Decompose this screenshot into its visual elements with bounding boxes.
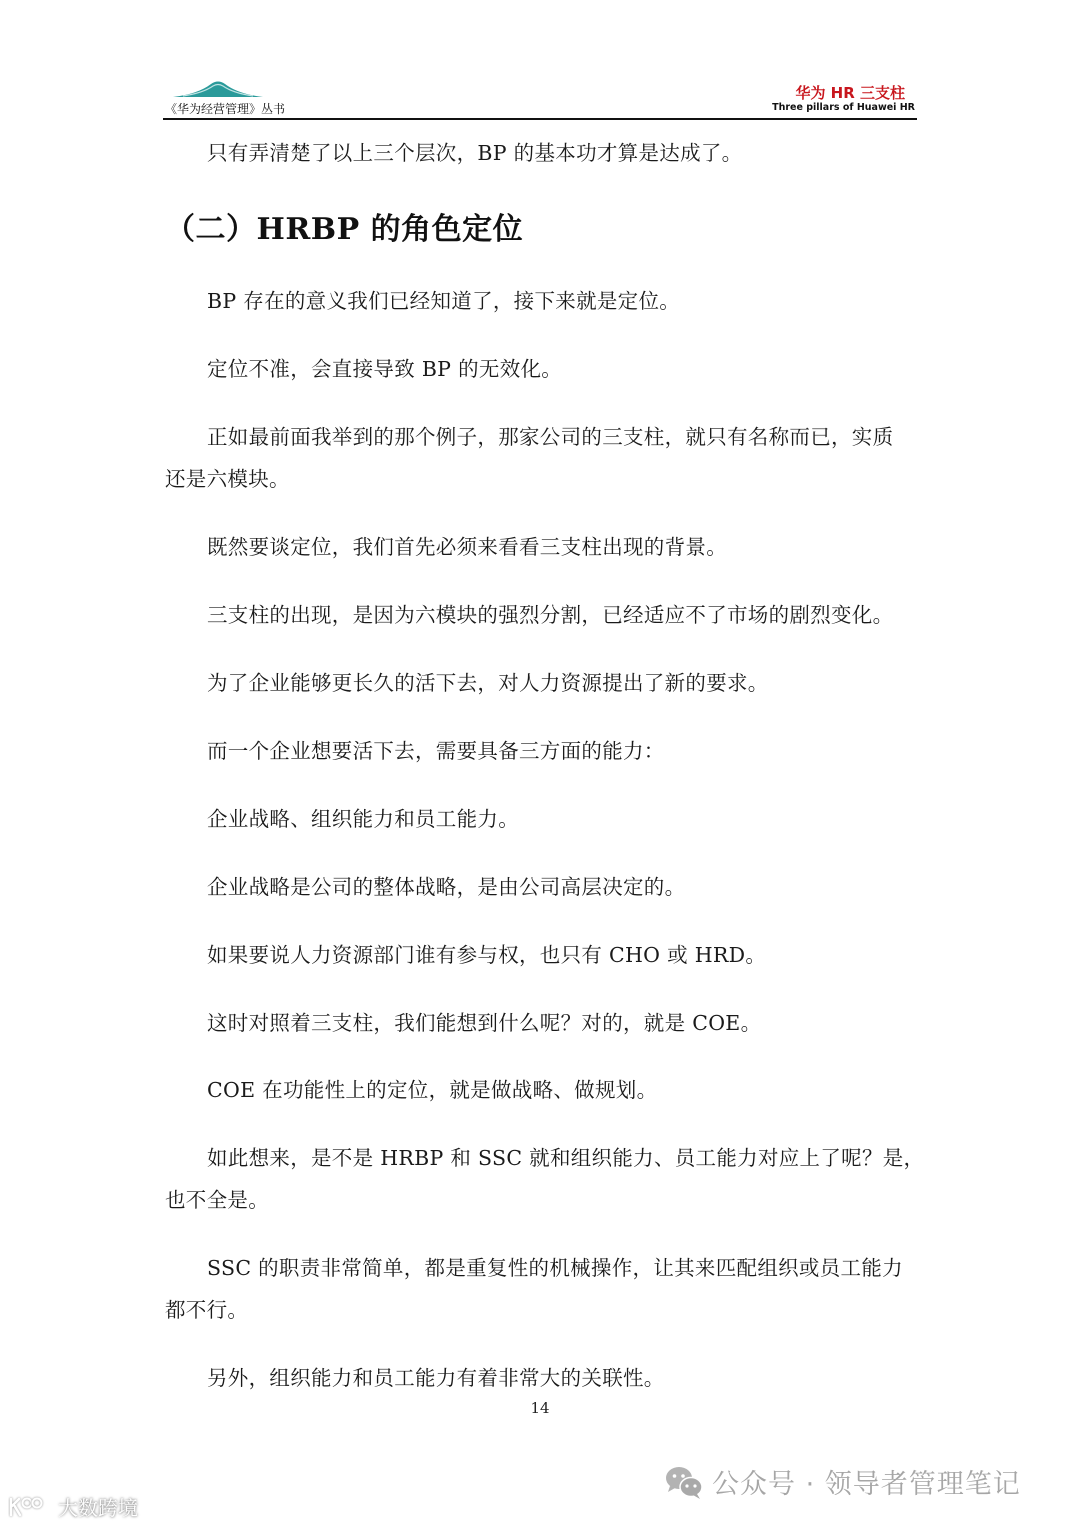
paragraph: 为了企业能够更长久的活下去，对人力资源提出了新的要求。 xyxy=(207,671,769,695)
paragraph-continuation: 还是六模块。 xyxy=(165,467,290,491)
paragraph: 正如最前面我举到的那个例子，那家公司的三支柱，就只有名称而已，实质 xyxy=(207,425,894,449)
brand-watermark-text: 大数跨境 xyxy=(58,1496,138,1520)
page-number: 14 xyxy=(530,1399,550,1417)
wechat-icon xyxy=(664,1464,704,1500)
paragraph: 既然要谈定位，我们首先必须来看看三支柱出现的背景。 xyxy=(207,535,727,559)
paragraph: 定位不准，会直接导致 BP 的无效化。 xyxy=(207,357,563,381)
k100-logo-icon xyxy=(8,1495,52,1519)
section-heading: （二）HRBP 的角色定位 xyxy=(165,212,524,247)
brand-watermark xyxy=(8,1492,138,1521)
series-title: 《华为经营管理》丛书 xyxy=(165,102,286,116)
paragraph: 另外，组织能力和员工能力有着非常大的关联性。 xyxy=(207,1366,665,1390)
paragraph: 三支柱的出现，是因为六模块的强烈分割，已经适应不了市场的剧烈变化。 xyxy=(207,603,894,627)
wechat-watermark-text: 公众号 · 领导者管理笔记 xyxy=(712,1469,1021,1500)
paragraph: BP 存在的意义我们已经知道了，接下来就是定位。 xyxy=(207,289,681,313)
paragraph: 如此想来，是不是 HRBP 和 SSC 就和组织能力、员工能力对应上了呢？是， xyxy=(207,1146,925,1170)
paragraph-continuation: 都不行。 xyxy=(165,1298,249,1322)
paragraph: 如果要说人力资源部门谁有参与权，也只有 CHO 或 HRD。 xyxy=(207,943,767,967)
paragraph-continuation: 也不全是。 xyxy=(165,1188,269,1212)
paragraph: 只有弄清楚了以上三个层次，BP 的基本功才算是达成了。 xyxy=(207,141,743,165)
brand-block xyxy=(772,84,915,114)
header-divider xyxy=(163,118,917,120)
paragraph: COE 在功能性上的定位，就是做战略、做规划。 xyxy=(207,1078,658,1102)
brand-subtitle: Three pillars of Huawei HR xyxy=(772,102,915,113)
paragraph: 这时对照着三支柱，我们能想到什么呢？对的，就是 COE。 xyxy=(207,1011,762,1035)
mountain-logo-icon xyxy=(173,78,263,98)
paragraph: 企业战略、组织能力和员工能力。 xyxy=(207,807,519,831)
paragraph: 而一个企业想要活下去，需要具备三方面的能力： xyxy=(207,739,665,763)
wechat-watermark xyxy=(664,1462,1021,1501)
brand-title: 华为 HR 三支柱 xyxy=(795,84,905,102)
paragraph: 企业战略是公司的整体战略，是由公司高层决定的。 xyxy=(207,875,686,899)
paragraph: SSC 的职责非常简单，都是重复性的机械操作，让其来匹配组织或员工能力 xyxy=(207,1256,903,1280)
page-header xyxy=(163,76,917,120)
